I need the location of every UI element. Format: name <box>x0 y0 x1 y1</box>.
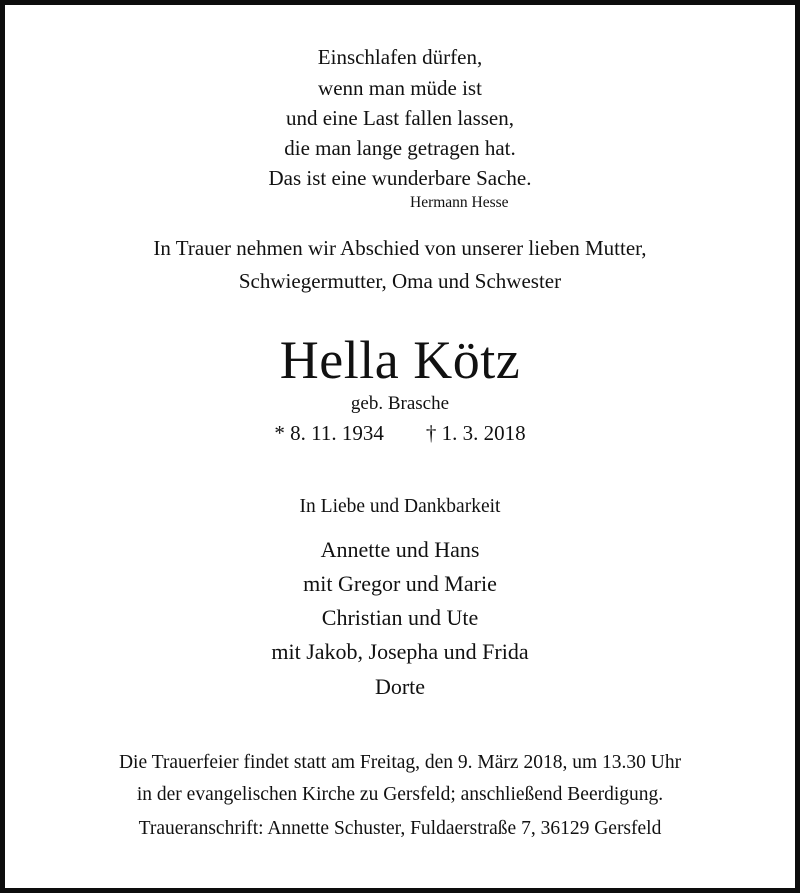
mourners-heading: In Liebe und Dankbarkeit <box>299 496 501 517</box>
service-line: in der evangelischen Kirche zu Gersfeld; anschließend Beerdigung. <box>136 784 664 805</box>
poem-line: Das ist eine wunderbare Sache. <box>268 166 532 190</box>
mourning-address: Traueranschrift: Annette Schuster, Fuldaerstraße 7, 36129 Gersfeld <box>138 818 662 839</box>
life-dates <box>0 423 800 444</box>
mourner-line: Annette und Hans <box>320 537 480 562</box>
poem-line: und eine Last fallen lassen, <box>285 106 514 130</box>
mourner-line: mit Jakob, Josepha und Frida <box>271 639 529 664</box>
poem-line: die man lange getragen hat. <box>284 136 516 160</box>
intro-line: Schwiegermutter, Oma und Schwester <box>238 269 562 293</box>
intro-line: In Trauer nehmen wir Abschied von unserer lieben Mutter, <box>153 236 647 260</box>
service-line: Die Trauerfeier findet statt am Freitag, den 9. März 2018, um 13.30 Uhr <box>118 752 682 773</box>
mourner-line: Dorte <box>374 674 426 699</box>
poem-line: Einschlafen dürfen, <box>317 45 483 69</box>
birth-date: * 8. 11. 1934 <box>274 421 384 445</box>
mourner-line: mit Gregor und Marie <box>303 571 497 596</box>
maiden-name: geb. Brasche <box>350 393 450 414</box>
poem-line: wenn man müde ist <box>318 76 482 100</box>
mourner-line: Christian und Ute <box>321 605 479 630</box>
deceased-name: Hella Kötz <box>279 330 521 390</box>
poem-author: Hermann Hesse <box>410 194 509 211</box>
death-date: † 1. 3. 2018 <box>425 421 526 445</box>
